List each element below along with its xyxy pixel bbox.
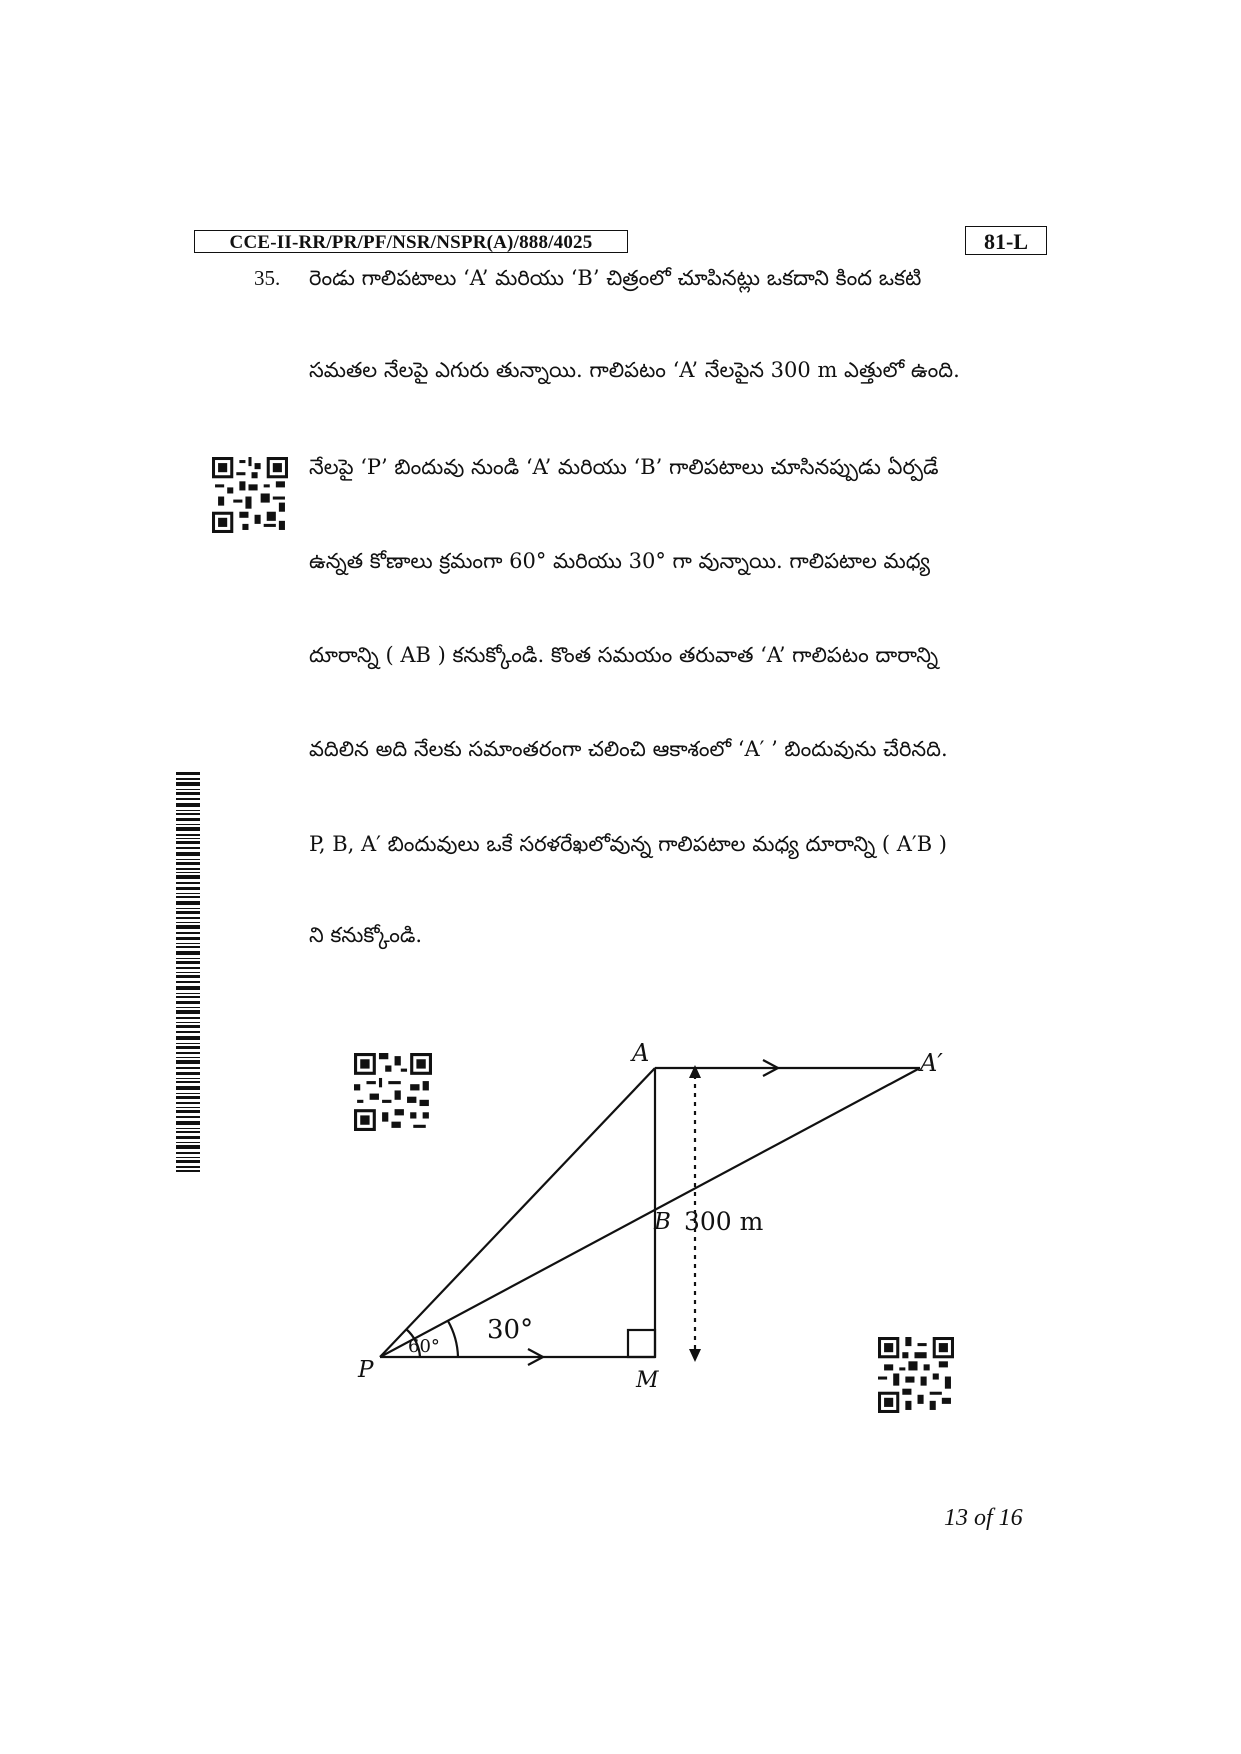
question-line-4: ఉన్నత కోణాలు క్రమంగా 60° మరియు 30° గా వున్నాయి. గాలిపటాల మధ్య xyxy=(309,549,931,573)
question-line-3: నేలపై ‘P’ బిందువు నుండి ‘A’ మరియు ‘B’ గాలిపటాలు చూసినప్పుడు ఏర్పడే xyxy=(309,455,939,479)
question-line-7: P, B, A′ బిందువులు ఒకే సరళరేఖలోవున్న గాలిపటాల మధ్య దూరాన్ని ( A′B ) xyxy=(309,832,947,856)
label-M: M xyxy=(636,1368,659,1393)
barcode xyxy=(176,772,200,1172)
right-angle-mark xyxy=(628,1330,655,1357)
question-line-1: రెండు గాలిపటాలు ‘A’ మరియు ‘B’ చిత్రంలో చూపినట్లు ఒకదాని కింద ఒకటి xyxy=(309,266,922,290)
question-number: 35. xyxy=(254,266,281,290)
label-A-prime: A′ xyxy=(920,1049,943,1077)
paper-code: 81-L xyxy=(965,226,1047,255)
line-P-A-prime xyxy=(380,1068,920,1357)
arrow-tip-down xyxy=(689,1349,701,1362)
question-line-6: వదిలిన అది నేలకు సమాంతరంగా చలించి ఆకాశంలో ‘A′ ’ బిందువును చేరినది. xyxy=(309,737,948,761)
kites-figure xyxy=(340,1025,980,1395)
height-label: 300 m xyxy=(684,1207,764,1236)
label-B: B xyxy=(654,1209,671,1235)
angle-label-60: 60° xyxy=(408,1336,440,1357)
qr-code-left[interactable] xyxy=(212,457,288,533)
line-P-A xyxy=(380,1068,655,1357)
question-line-8: ని కనుక్కోండి. xyxy=(309,923,423,947)
angle-label-30: 30° xyxy=(487,1315,534,1345)
header-code: CCE-II-RR/PR/PF/NSR/NSPR(A)/888/4025 xyxy=(194,230,628,253)
label-A: A xyxy=(632,1039,650,1067)
page-number: 13 of 16 xyxy=(944,1505,1023,1531)
question-line-5: దూరాన్ని ( AB ) కనుక్కోండి. కొంత సమయం తరువాత ‘A’ గాలిపటం దారాన్ని xyxy=(309,643,939,667)
label-P: P xyxy=(358,1357,374,1383)
angle-arc-30 xyxy=(448,1321,458,1357)
question-line-2: సమతల నేలపై ఎగురు తున్నాయి. గాలిపటం ‘A’ నేలపైన 300 m ఎత్తులో ఉంది. xyxy=(309,358,960,382)
